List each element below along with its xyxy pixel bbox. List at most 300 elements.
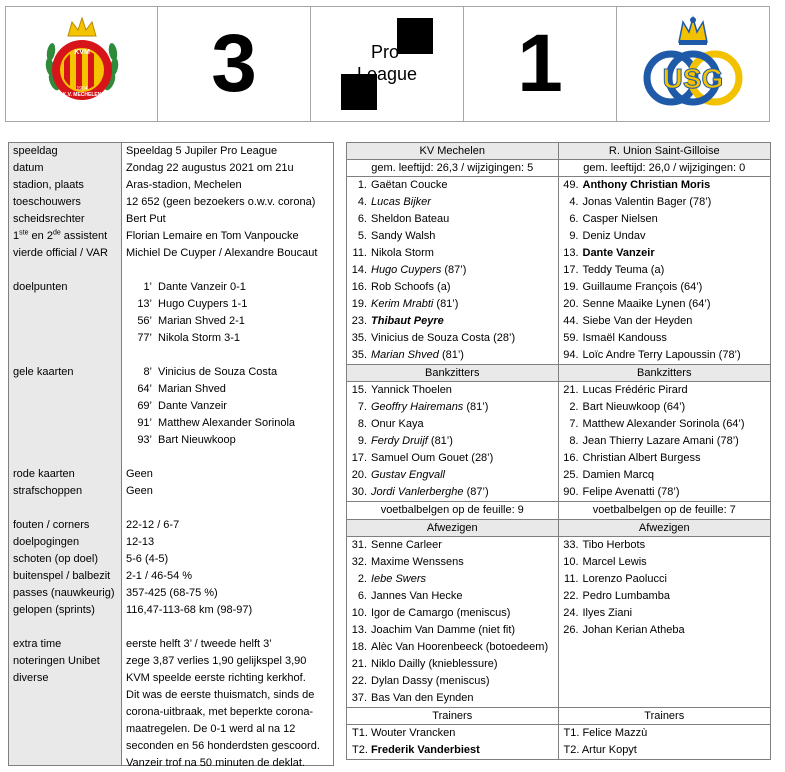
player-number: 44. [563, 315, 579, 327]
label-strafschoppen: strafschoppen [13, 485, 83, 497]
player-number: 33. [563, 539, 579, 551]
player-name: Niklo Dailly (knieblessure) [371, 658, 498, 670]
absent-row [559, 588, 771, 605]
value-strafschoppen: Geen [126, 485, 153, 497]
home-score-cell [158, 7, 311, 121]
player-name: Samuel Oum Gouet [371, 452, 469, 464]
yellow-card-minute: 93’ [137, 434, 152, 446]
starter-row [347, 245, 558, 262]
home-trainers [346, 725, 559, 760]
away-starters [559, 177, 772, 365]
yellow-card-text: Matthew Alexander Sorinola [155, 417, 296, 429]
diverse-line: seconden en 56 honderdsten gescoord. [126, 740, 320, 752]
starter-row [559, 194, 771, 211]
svg-text:KVM: KVM [73, 49, 90, 56]
sheets-row [346, 501, 771, 520]
player-name: Guillaume François (64’) [582, 281, 703, 293]
away-absent [559, 537, 772, 708]
goal-minute: 77’ [137, 332, 152, 344]
starter-row [559, 296, 771, 313]
trainer-role: T1. [563, 727, 583, 739]
player-number: 1. [357, 179, 367, 191]
value-scheidsrechter: Bert Put [126, 213, 166, 225]
away-team-name: R. Union Saint-Gilloise [559, 143, 771, 160]
away-logo-cell [617, 7, 769, 121]
label-gele-kaarten: gele kaarten [13, 366, 74, 378]
home-starters [346, 177, 559, 365]
home-age: gem. leeftijd: 26,3 / wijzigingen: 5 [347, 160, 558, 177]
away-age: gem. leeftijd: 26,0 / wijzigingen: 0 [559, 160, 771, 177]
goal-minute: 13’ [137, 298, 152, 310]
starter-row [347, 194, 558, 211]
player-number: 26. [563, 624, 579, 636]
player-number: 5. [357, 230, 367, 242]
absent-row [559, 537, 771, 554]
player-name: Senne Maaike Lynen (64’) [582, 298, 711, 310]
value-fouten: 22-12 / 6-7 [126, 519, 180, 531]
bench-row [559, 399, 771, 416]
away-absent-title: Afwezigen [559, 520, 771, 537]
player-number: 2. [569, 401, 579, 413]
starter-row [559, 211, 771, 228]
goal-minute: 1’ [143, 281, 152, 293]
league-logo-cell [311, 7, 464, 121]
player-number: 4. [357, 196, 367, 208]
starter-row [559, 279, 771, 296]
player-number: 16. [351, 281, 367, 293]
trainer-row [347, 742, 558, 759]
goal-text: Dante Vanzeir 0-1 [155, 281, 246, 293]
starter-row [347, 347, 558, 364]
value-passes: 357-425 (68-75 %) [126, 587, 218, 599]
player-name: Gaëtan Coucke [371, 179, 448, 191]
kv-mechelen-crest-icon [42, 12, 122, 116]
starter-row [347, 330, 558, 347]
player-number: 21. [563, 384, 579, 396]
yellow-card-row [122, 415, 333, 432]
trainer-role: T1. [352, 727, 371, 739]
absent-row [559, 554, 771, 571]
match-info-table [8, 142, 334, 769]
yellow-cards-list [122, 364, 333, 449]
pro-league-logo-icon [337, 14, 437, 114]
label-doelpunten: doelpunten [13, 281, 68, 293]
player-number: 4. [569, 196, 579, 208]
starter-row [347, 177, 558, 194]
value-toeschouwers: 12 652 (geen bezoekers o.w.v. corona) [126, 196, 316, 208]
goal-text: Marian Shved 2-1 [155, 315, 245, 327]
substitution-minute: (81’) [430, 435, 453, 447]
absent-header-row [346, 520, 771, 537]
player-name: Marcel Lewis [582, 556, 647, 568]
player-name: Sandy Walsh [371, 230, 436, 242]
absent-row [347, 656, 558, 673]
player-name: Senne Carleer [371, 539, 442, 551]
label-rode-kaarten: rode kaarten [13, 468, 75, 480]
player-name: Kerim Mrabti [371, 298, 434, 310]
trainer-role: T2. [563, 744, 582, 756]
bench-row [559, 382, 771, 399]
absent-row [347, 639, 558, 656]
away-score: 1 [517, 18, 563, 109]
player-name: Geoffry Hairemans [371, 401, 464, 413]
substitution-minute: (87’) [466, 486, 489, 498]
svg-text:USG: USG [662, 63, 724, 94]
player-number: 13. [563, 247, 579, 259]
absent-row [346, 537, 771, 708]
starter-row [347, 228, 558, 245]
player-number: 2. [357, 573, 367, 585]
player-name: Maxime Wenssens [371, 556, 464, 568]
player-number: 8. [569, 435, 579, 447]
age-row [346, 160, 771, 177]
yellow-card-minute: 69’ [137, 400, 152, 412]
svg-text:1904: 1904 [75, 86, 88, 92]
absent-row [559, 605, 771, 622]
player-name: Sheldon Bateau [371, 213, 450, 225]
player-number: 17. [351, 452, 367, 464]
label-assistent: 1ste en 2de assistent [13, 229, 108, 242]
player-name: Deniz Undav [582, 230, 646, 242]
player-number: 21. [351, 658, 367, 670]
value-speeldag: Speeldag 5 Jupiler Pro League [126, 145, 278, 157]
player-name: Marian Shved [371, 349, 439, 361]
absent-row [347, 588, 558, 605]
substitution-minute: (81’) [441, 349, 464, 361]
player-name: Matthew Alexander Sorinola (64’) [582, 418, 745, 430]
label-passes: passes (nauwkeurig) [13, 587, 115, 599]
value-schoten: 5-6 (4-5) [126, 553, 169, 565]
player-name: Johan Kerian Atheba [582, 624, 685, 636]
yellow-card-row [122, 398, 333, 415]
player-number: 14. [351, 264, 367, 276]
yellow-card-text: Bart Nieuwkoop [155, 434, 236, 446]
absent-row [347, 605, 558, 622]
player-name: Ilyes Ziani [582, 607, 633, 619]
bench-row [346, 382, 771, 501]
yellow-card-text: Dante Vanzeir [155, 400, 227, 412]
player-number: 11. [564, 573, 579, 585]
trainer-name: Wouter Vrancken [370, 727, 456, 739]
player-number: 9. [357, 435, 367, 447]
player-number: 35. [351, 349, 367, 361]
absent-row [347, 673, 558, 690]
goal-text: Nikola Storm 3-1 [155, 332, 240, 344]
player-number: 35. [351, 332, 367, 344]
svg-text:K.V. MECHELEN: K.V. MECHELEN [62, 92, 101, 98]
player-name: Alèc Van Hoorenbeeck (botoedeem) [371, 641, 549, 653]
home-absent [346, 537, 559, 708]
info-values [122, 143, 333, 769]
player-number: 32. [351, 556, 367, 568]
bench-header-row [346, 365, 771, 382]
starter-row [559, 262, 771, 279]
bench-row [559, 450, 771, 467]
substitution-minute: (87’) [444, 264, 467, 276]
value-gelopen: 116,47-113-68 km (98-97) [126, 604, 253, 616]
team-names-row [346, 143, 771, 160]
union-saint-gilloise-crest-icon [641, 12, 745, 116]
player-name: Anthony Christian Moris [582, 179, 711, 191]
svg-text:Pro: Pro [371, 42, 400, 62]
player-name: Lucas Bijker [371, 196, 431, 208]
player-name: Igor de Camargo (meniscus) [371, 607, 511, 619]
value-assistent: Florian Lemaire en Tom Vanpoucke [126, 230, 299, 242]
player-name: Ferdy Druijf [371, 435, 428, 447]
player-name: Iebe Swers [371, 573, 427, 585]
label-diverse: diverse [13, 672, 49, 684]
home-bench-title: Bankzitters [347, 365, 558, 382]
yellow-card-minute: 91’ [137, 417, 152, 429]
value-vierde: Michiel De Cuyper / Alexandre Boucaut [126, 247, 318, 259]
away-trainers [559, 725, 772, 760]
player-name: Siebe Van der Heyden [582, 315, 693, 327]
player-name: Bart Nieuwkoop (64’) [582, 401, 686, 413]
player-number: 7. [569, 418, 579, 430]
player-number: 23. [351, 315, 367, 327]
player-name: Pedro Lumbamba [582, 590, 670, 602]
starter-row [559, 330, 771, 347]
starter-row [347, 262, 558, 279]
diverse-line: maatregelen. De 0-1 werd al na 12 [126, 723, 296, 735]
player-number: 6. [357, 590, 367, 602]
diverse-line: Dit was de eerste thuismatch, sinds de [126, 689, 315, 701]
player-name: Nikola Storm [371, 247, 434, 259]
label-doelpogingen: doelpogingen [13, 536, 80, 548]
absent-row [559, 622, 771, 639]
player-name: Jean Thierry Lazare Amani (78’) [582, 435, 739, 447]
diverse-line: corona-uitbraak, met beperkte corona- [126, 706, 314, 718]
trainer-name: Frederik Vanderbiest [370, 744, 480, 756]
player-name: Christian Albert Burgess [582, 452, 701, 464]
away-bench [559, 382, 772, 501]
home-absent-title: Afwezigen [347, 520, 558, 537]
starter-row [559, 177, 771, 194]
player-number: 13. [351, 624, 367, 636]
label-datum: datum [13, 162, 44, 174]
player-name: Dylan Dassy (meniscus) [371, 675, 490, 687]
score-header [5, 6, 770, 122]
yellow-card-row [122, 381, 333, 398]
label-buitenspel: buitenspel / balbezit [13, 570, 111, 582]
home-sheets: voetbalbelgen op de feuille: 9 [347, 501, 558, 520]
goal-row [122, 313, 333, 330]
away-score-cell [464, 7, 617, 121]
player-number: 15. [351, 384, 367, 396]
player-name: Casper Nielsen [582, 213, 658, 225]
goals-list [122, 279, 333, 347]
player-name: Vinicius de Souza Costa [371, 332, 491, 344]
player-name: Damien Marcq [582, 469, 655, 481]
player-number: 9. [569, 230, 579, 242]
starter-row [559, 245, 771, 262]
starters-row [346, 177, 771, 365]
goal-minute: 56’ [137, 315, 152, 327]
info-labels [9, 143, 122, 765]
player-name: Gustav Engvall [371, 469, 445, 481]
home-trainers-title: Trainers [347, 708, 558, 725]
diverse-notes [122, 670, 333, 772]
lineups [346, 142, 771, 760]
trainer-name: Artur Kopyt [581, 744, 637, 756]
bench-row [559, 416, 771, 433]
starter-row [347, 211, 558, 228]
yellow-card-text: Vinicius de Souza Costa [155, 366, 278, 378]
player-number: 11. [352, 247, 367, 259]
player-number: 59. [563, 332, 579, 344]
value-extra-time: eerste helft 3’ / tweede helft 3’ [126, 638, 272, 650]
label-extra-time: extra time [13, 638, 62, 650]
starter-row [559, 313, 771, 330]
player-name: Lucas Frédéric Pirard [582, 384, 688, 396]
bench-row [347, 433, 558, 450]
player-number: 49. [563, 179, 579, 191]
player-number: 31. [351, 539, 367, 551]
bench-row [347, 399, 558, 416]
label-scheidsrechter: scheidsrechter [13, 213, 85, 225]
player-name: Yannick Thoelen [371, 384, 452, 396]
player-name: Felipe Avenatti (78’) [582, 486, 680, 498]
player-number: 8. [357, 418, 367, 430]
empty-row [559, 673, 771, 690]
empty-row [559, 639, 771, 656]
bench-row [347, 450, 558, 467]
absent-row [347, 554, 558, 571]
player-number: 22. [563, 590, 579, 602]
starter-row [347, 296, 558, 313]
goal-row [122, 330, 333, 347]
player-number: 7. [357, 401, 367, 413]
player-number: 6. [357, 213, 367, 225]
starter-row [347, 313, 558, 330]
player-name: Rob Schoofs (a) [371, 281, 451, 293]
label-schoten: schoten (op doel) [13, 553, 98, 565]
goal-row [122, 296, 333, 313]
player-number: 30. [351, 486, 367, 498]
player-name: Thibaut Peyre [371, 315, 444, 327]
player-number: 94. [563, 349, 579, 361]
bench-row [347, 484, 558, 501]
starter-row [559, 347, 771, 364]
label-fouten: fouten / corners [13, 519, 90, 531]
player-number: 10. [563, 556, 579, 568]
player-name: Ismaël Kandouss [582, 332, 667, 344]
empty-row [559, 690, 771, 707]
player-number: 10. [351, 607, 367, 619]
player-number: 37. [351, 692, 367, 704]
player-number: 19. [351, 298, 367, 310]
home-team-name: KV Mechelen [347, 143, 558, 160]
player-name: Joachim Van Damme (niet fit) [371, 624, 516, 636]
label-noteringen: noteringen Unibet [13, 655, 100, 667]
player-name: Lorenzo Paolucci [582, 573, 667, 585]
player-number: 17. [563, 264, 579, 276]
substitution-minute: (28’) [471, 452, 494, 464]
starter-row [347, 279, 558, 296]
player-number: 25. [563, 469, 579, 481]
value-datum: Zondag 22 augustus 2021 om 21u [126, 162, 294, 174]
value-rode-kaarten: Geen [126, 468, 153, 480]
absent-row [347, 622, 558, 639]
value-stadion: Aras-stadion, Mechelen [126, 179, 242, 191]
player-number: 16. [563, 452, 579, 464]
absent-row [559, 571, 771, 588]
away-sheets: voetbalbelgen op de feuille: 7 [559, 501, 771, 520]
yellow-card-row [122, 364, 333, 381]
trainer-name: Felice Mazzù [582, 727, 648, 739]
player-name: Dante Vanzeir [582, 247, 655, 259]
yellow-card-text: Marian Shved [155, 383, 226, 395]
bench-row [347, 467, 558, 484]
empty-row [559, 656, 771, 673]
diverse-line: KVM speelde eerste richting kerkhof. [126, 672, 306, 684]
label-toeschouwers: toeschouwers [13, 196, 81, 208]
trainers-row [346, 725, 771, 760]
goal-text: Hugo Cuypers 1-1 [155, 298, 248, 310]
value-buitenspel: 2-1 / 46-54 % [126, 570, 193, 582]
label-stadion: stadion, plaats [13, 179, 84, 191]
trainer-role: T2. [352, 744, 371, 756]
svg-text:League: League [357, 64, 418, 84]
diverse-line: Vanzeir trof na 50 minuten de deklat. [126, 757, 305, 769]
player-name: Teddy Teuma (a) [582, 264, 665, 276]
label-gelopen: gelopen (sprints) [13, 604, 95, 616]
trainers-header-row [346, 708, 771, 725]
away-trainers-title: Trainers [559, 708, 771, 725]
yellow-card-row [122, 432, 333, 449]
player-name: Jannes Van Hecke [371, 590, 463, 602]
player-name: Hugo Cuypers [371, 264, 442, 276]
value-doelpogingen: 12-13 [126, 536, 155, 548]
home-bench [346, 382, 559, 501]
substitution-minute: (81’) [466, 401, 489, 413]
bench-row [347, 382, 558, 399]
player-name: Tibo Herbots [582, 539, 646, 551]
player-name: Loïc Andre Terry Lapoussin (78’) [582, 349, 741, 361]
starter-row [559, 228, 771, 245]
goal-row [122, 279, 333, 296]
home-score: 3 [211, 18, 257, 109]
player-number: 18. [351, 641, 367, 653]
home-logo-cell [6, 7, 158, 121]
bench-row [559, 433, 771, 450]
absent-row [347, 690, 558, 707]
label-vierde: vierde official / VAR [13, 247, 108, 259]
yellow-card-minute: 8’ [143, 366, 152, 378]
player-number: 20. [563, 298, 579, 310]
trainer-row [347, 725, 558, 742]
player-number: 6. [569, 213, 579, 225]
bench-row [559, 467, 771, 484]
away-bench-title: Bankzitters [559, 365, 771, 382]
substitution-minute: (28’) [493, 332, 516, 344]
bench-row [347, 416, 558, 433]
absent-row [347, 537, 558, 554]
player-number: 22. [351, 675, 367, 687]
player-number: 90. [563, 486, 579, 498]
yellow-card-minute: 64’ [137, 383, 152, 395]
player-number: 20. [351, 469, 367, 481]
player-name: Jordi Vanlerberghe [371, 486, 464, 498]
label-speeldag: speeldag [13, 145, 58, 157]
absent-row [347, 571, 558, 588]
player-number: 24. [563, 607, 579, 619]
player-number: 19. [563, 281, 579, 293]
player-name: Jonas Valentin Bager (78’) [582, 196, 712, 208]
substitution-minute: (81’) [436, 298, 459, 310]
player-name: Onur Kaya [371, 418, 424, 430]
bench-row [559, 484, 771, 501]
